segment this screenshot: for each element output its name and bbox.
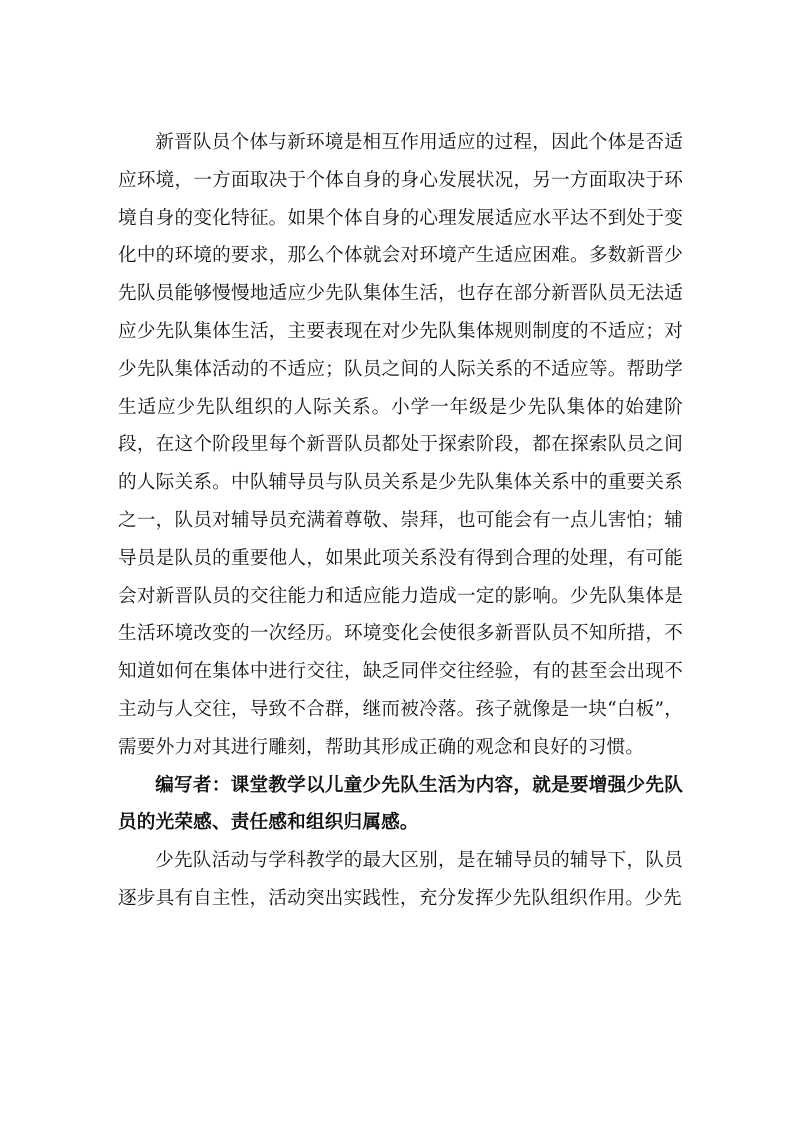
paragraph-new-member-adaptation: 新晋队员个体与新环境是相互作用适应的过程，因此个体是否适应环境，一方面取决于个体自身的身心发展状况，另一方面取决于环境自身的变化特征。如果个体自身的心理发展适应水平达不到处于变化中的环境的要求，那么个体就会对环境产生适应困难。多数新晋少先队员能够慢慢地适应少先队集体生活，也存在部分新晋队员无法适应少先队集体生活，主要表现在对少先队集体规则制度的不适应；对少先队集体活动的不适应；队员之间的人际关系的不适应等。帮助学生适应少先队组织的人际关系。小学一年级是少先队集体的始建阶段，在这个阶段里每个新晋队员都处于探索阶段，都在探索队员之间的人际关系。中队辅导员与队员关系是少先队集体关系中的重要关系之一，队员对辅导员充满着尊敬、崇拜，也可能会有一点儿害怕；辅导员是队员的重要他人，如果此项关系没有得到合理的处理，有可能会对新晋队员的交往能力和适应能力造成一定的影响。少先队集体是生活环境改变的一次经历。环境变化会使很多新晋队员不知所措，不知道如何在集体中进行交往，缺乏同伴交往经验，有的甚至会出现不主动与人交往，导致不合群，继而被冷落。孩子就像是一块“白板”，需要外力对其进行雕刻，帮助其形成正确的观念和良好的习惯。	[118, 132, 683, 758]
paragraph-activity-vs-teaching: 少先队活动与学科教学的最大区别，是在辅导员的辅导下，队员逐步具有自主性，活动突出实践性，充分发挥少先队组织作用。少先	[118, 850, 683, 909]
paragraph-editor-note: 编写者：课堂教学以儿童少先队生活为内容，就是要增强少先队员的光荣感、责任感和组织归属感。	[118, 774, 683, 834]
document-body	[118, 124, 683, 918]
